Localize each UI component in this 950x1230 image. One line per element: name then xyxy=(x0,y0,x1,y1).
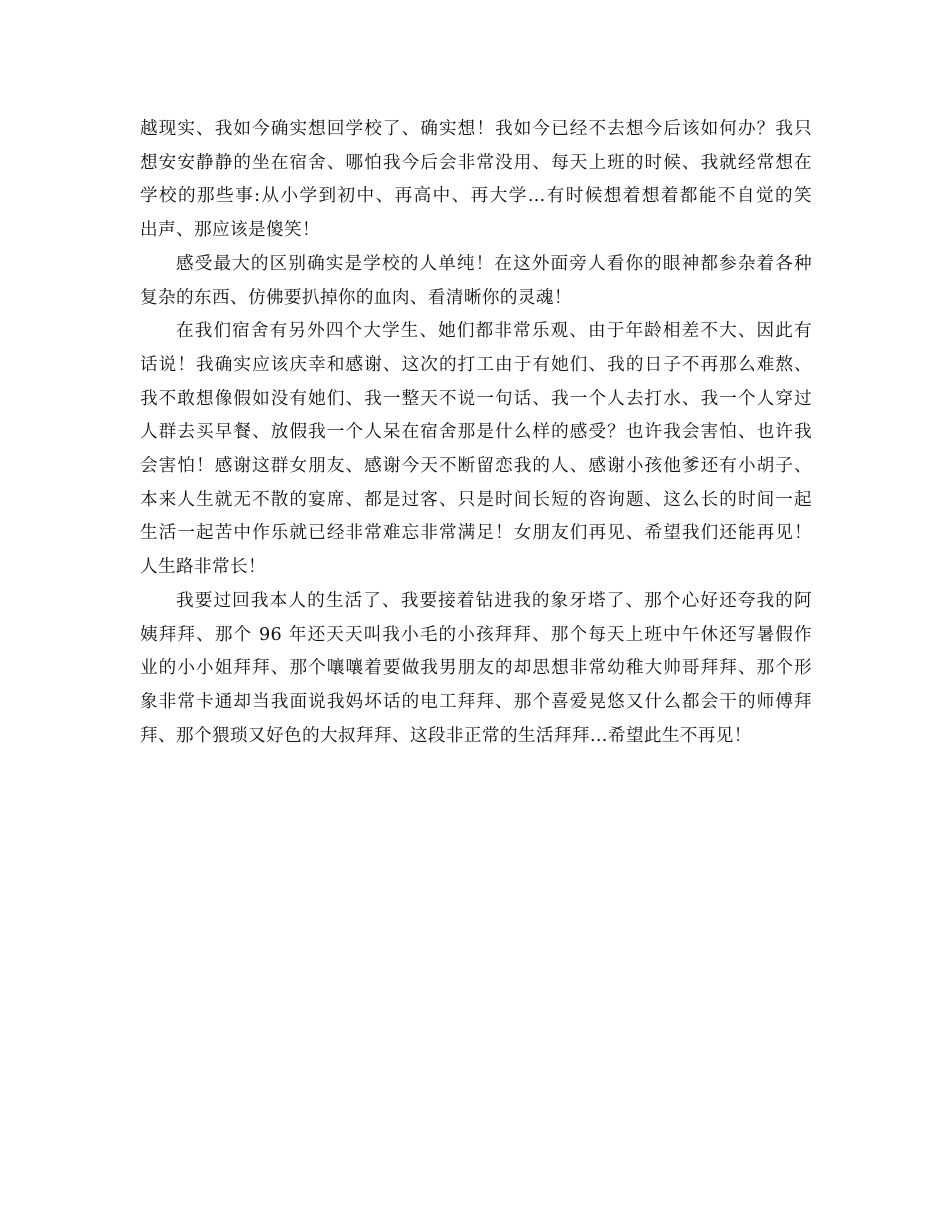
text-line: 越现实、我如今确实想回学校了、确实想！我如今已经不去想今后该如何办？我只 xyxy=(140,119,812,139)
text-line: 生活一起苦中作乐就已经非常难忘非常满足！女朋友们再见、希望我们还能再见！ xyxy=(140,523,812,544)
text-line: 人群去买早餐、放假我一个人呆在宿舍那是什么样的感受？也许我会害怕、也许我 xyxy=(140,422,812,443)
text-line: 感受最大的区别确实是学校的人单纯！在这外面旁人看你的眼神都参杂着各种 xyxy=(176,253,812,274)
text-line: 话说！我确实应该庆幸和感谢、这次的打工由于有她们、我的日子不再那么难熬、 xyxy=(140,354,812,375)
text-line: 出声、那应该是傻笑！ xyxy=(140,220,320,241)
text-line: 我要过回我本人的生活了、我要接着钻进我的象牙塔了、那个心好还夸我的阿 xyxy=(176,590,812,611)
text-line: 复杂的东西、仿佛要扒掉你的血肉、看清晰你的灵魂！ xyxy=(140,287,572,308)
paragraph-3 xyxy=(140,315,812,585)
paragraph-1 xyxy=(140,113,812,248)
text-line: 姨拜拜、那个 96 年还天天叫我小毛的小孩拜拜、那个每天上班中午休还写暑假作 xyxy=(140,624,812,645)
text-line: 拜、那个猥琐又好色的大叔拜拜、这段非正常的生活拜拜…希望此生不再见！ xyxy=(140,725,752,746)
text-line: 象非常卡通却当我面说我妈坏话的电工拜拜、那个喜爱晃悠又什么都会干的师傅拜 xyxy=(140,691,812,712)
text-line: 在我们宿舍有另外四个大学生、她们都非常乐观、由于年龄相差不大、因此有 xyxy=(176,321,812,342)
text-line: 本来人生就无不散的宴席、都是过客、只是时间长短的咨询题、这么长的时间一起 xyxy=(140,489,812,510)
document-body xyxy=(140,113,812,753)
text-line: 人生路非常长！ xyxy=(140,557,266,578)
paragraph-2 xyxy=(140,248,812,315)
paragraph-4 xyxy=(140,585,812,754)
text-line: 想安安静静的坐在宿舍、哪怕我今后会非常没用、每天上班的时候、我就经常想在 xyxy=(140,152,812,173)
text-line: 会害怕！感谢这群女朋友、感谢今天不断留恋我的人、感谢小孩他爹还有小胡子、 xyxy=(140,456,812,477)
text-line: 我不敢想像假如没有她们、我一整天不说一句话、我一个人去打水、我一个人穿过 xyxy=(140,388,812,409)
text-line: 业的小小姐拜拜、那个嚷嚷着要做我男朋友的却思想非常幼稚大帅哥拜拜、那个形 xyxy=(140,658,812,679)
text-line: 学校的那些事:从小学到初中、再高中、再大学…有时候想着想着都能不自觉的笑 xyxy=(140,186,812,207)
